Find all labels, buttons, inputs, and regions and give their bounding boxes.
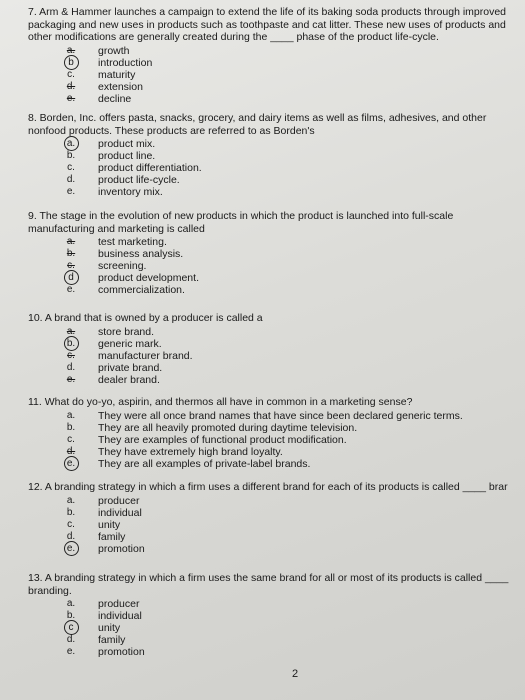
option-c[interactable] <box>28 162 522 174</box>
option-text: They have extremely high brand loyalty. <box>98 445 283 458</box>
options-list <box>28 598 522 658</box>
question-stem: 9. The stage in the evolution of new products in which the product is launched into full-scale manufacturing and marketing is called <box>28 210 454 235</box>
option-d[interactable] <box>28 272 522 284</box>
question-7 <box>28 6 522 105</box>
option-text: They are all examples of private-label brands. <box>98 457 311 470</box>
option-letter: b. <box>66 610 76 621</box>
option-e[interactable] <box>28 374 522 386</box>
option-letter: a. <box>62 138 80 150</box>
option-text: They are all heavily promoted during daytime television. <box>98 421 358 434</box>
option-letter: d. <box>66 634 76 645</box>
option-letter: d. <box>66 361 76 373</box>
question-stem: 7. Arm & Hammer launches a campaign to extend the life of its baking soda products through improved packaging and new uses in products such as toothpaste and cat litter. These new uses of products and other modifications are generally created during the ____ phase of the product life-cycle. <box>28 6 507 43</box>
option-letter: c. <box>67 433 75 445</box>
option-b[interactable] <box>28 610 522 622</box>
option-text: producer <box>98 598 140 610</box>
option-letter: d. <box>66 530 76 542</box>
options-list <box>28 326 522 386</box>
option-text: product line. <box>98 150 156 162</box>
option-text: generic mark. <box>98 337 162 350</box>
option-letter: b. <box>66 248 76 259</box>
option-letter: d. <box>66 80 76 92</box>
option-text: growth <box>98 44 130 57</box>
option-letter: e. <box>62 458 80 470</box>
option-text: They are examples of functional product modification. <box>98 433 347 446</box>
option-a[interactable] <box>28 45 522 57</box>
option-letter: a. <box>66 409 76 421</box>
option-letter: c. <box>67 518 75 530</box>
options-list <box>28 495 522 555</box>
option-text: private brand. <box>98 361 163 374</box>
option-text: product mix. <box>98 138 156 150</box>
option-text: promotion <box>98 542 145 555</box>
question-stem: 13. A branding strategy in which a firm uses the same brand for all or most of its products is called ____ branding. <box>28 572 509 597</box>
option-text: product life-cycle. <box>98 174 180 186</box>
option-a[interactable] <box>28 598 522 610</box>
question-stem: 11. What do yo-yo, aspirin, and thermos all have in common in a marketing sense? <box>28 396 413 408</box>
option-text: They were all once brand names that have since been declared generic terms. <box>98 409 463 422</box>
option-c[interactable] <box>28 434 522 446</box>
question-10 <box>28 312 522 386</box>
question-stem: 8. Borden, Inc. offers pasta, snacks, grocery, and dairy items as well as films, adhesives, and other nonfood products. These products are referred to as Borden's <box>28 112 487 137</box>
option-letter: b. <box>62 338 80 350</box>
option-b[interactable] <box>28 248 522 260</box>
option-b[interactable] <box>28 507 522 519</box>
option-letter: c. <box>67 162 75 173</box>
option-letter: a. <box>66 325 76 337</box>
option-letter: a. <box>66 598 76 609</box>
question-12 <box>28 481 522 555</box>
option-text: business analysis. <box>98 248 184 260</box>
question-8 <box>28 112 522 198</box>
option-text: inventory mix. <box>98 186 163 198</box>
page-number: 2 <box>292 668 299 680</box>
option-text: producer <box>98 494 140 507</box>
question-9 <box>28 210 522 296</box>
option-b[interactable] <box>28 422 522 434</box>
question-stem: 10. A brand that is owned by a producer is called a <box>28 312 263 324</box>
option-c[interactable] <box>28 622 522 634</box>
option-text: extension <box>98 80 143 93</box>
option-a[interactable] <box>28 138 522 150</box>
options-list <box>28 138 522 198</box>
options-list <box>28 45 522 105</box>
option-text: store brand. <box>98 325 155 338</box>
option-text: individual <box>98 506 142 519</box>
option-e[interactable] <box>28 646 522 658</box>
option-letter: c <box>62 622 80 634</box>
option-a[interactable] <box>28 495 522 507</box>
option-letter: e. <box>62 543 80 555</box>
option-letter: c. <box>67 349 75 361</box>
option-letter: e. <box>66 284 76 295</box>
option-d[interactable] <box>28 81 522 93</box>
option-c[interactable] <box>28 350 522 362</box>
option-e[interactable] <box>28 543 522 555</box>
option-e[interactable] <box>28 93 522 105</box>
option-letter: e. <box>66 186 76 197</box>
option-text: unity <box>98 518 121 531</box>
option-letter: b. <box>66 421 76 433</box>
option-text: dealer brand. <box>98 373 160 386</box>
option-d[interactable] <box>28 174 522 186</box>
option-text: family <box>98 634 126 646</box>
option-text: unity <box>98 622 121 634</box>
option-e[interactable] <box>28 186 522 198</box>
option-text: product development. <box>98 272 199 284</box>
options-list <box>28 410 522 470</box>
option-c[interactable] <box>28 519 522 531</box>
option-a[interactable] <box>28 410 522 422</box>
option-b[interactable] <box>28 57 522 69</box>
option-letter: a. <box>66 236 76 247</box>
option-a[interactable] <box>28 236 522 248</box>
option-letter: b. <box>66 150 76 161</box>
question-13 <box>28 572 522 658</box>
option-e[interactable] <box>28 284 522 296</box>
option-letter: b <box>62 57 80 69</box>
option-letter: c. <box>67 68 75 80</box>
option-text: screening. <box>98 260 147 272</box>
option-text: decline <box>98 92 132 105</box>
option-letter: a. <box>66 44 76 56</box>
option-letter: d. <box>66 174 76 185</box>
option-d[interactable] <box>28 446 522 458</box>
option-b[interactable] <box>28 338 522 350</box>
option-text: commercialization. <box>98 284 185 296</box>
option-text: family <box>98 530 126 543</box>
option-d[interactable] <box>28 362 522 374</box>
option-text: maturity <box>98 68 136 81</box>
option-letter: d. <box>66 445 76 457</box>
options-list <box>28 236 522 296</box>
option-letter: e. <box>66 92 76 104</box>
option-d[interactable] <box>28 634 522 646</box>
option-text: introduction <box>98 56 153 69</box>
option-letter: e. <box>66 646 76 657</box>
option-text: test marketing. <box>98 236 167 248</box>
option-text: manufacturer brand. <box>98 349 193 362</box>
option-a[interactable] <box>28 326 522 338</box>
option-d[interactable] <box>28 531 522 543</box>
option-e[interactable] <box>28 458 522 470</box>
option-letter: a. <box>66 494 76 506</box>
option-letter: e. <box>66 373 76 385</box>
option-c[interactable] <box>28 260 522 272</box>
option-b[interactable] <box>28 150 522 162</box>
option-text: product differentiation. <box>98 162 202 174</box>
option-c[interactable] <box>28 69 522 81</box>
option-letter: d <box>62 272 80 284</box>
option-letter: c. <box>67 260 75 271</box>
option-text: promotion <box>98 646 145 658</box>
option-text: individual <box>98 610 142 622</box>
option-letter: b. <box>66 506 76 518</box>
question-11 <box>28 396 522 470</box>
question-stem: 12. A branding strategy in which a firm uses a different brand for each of its products is called ____ brar <box>28 481 508 493</box>
